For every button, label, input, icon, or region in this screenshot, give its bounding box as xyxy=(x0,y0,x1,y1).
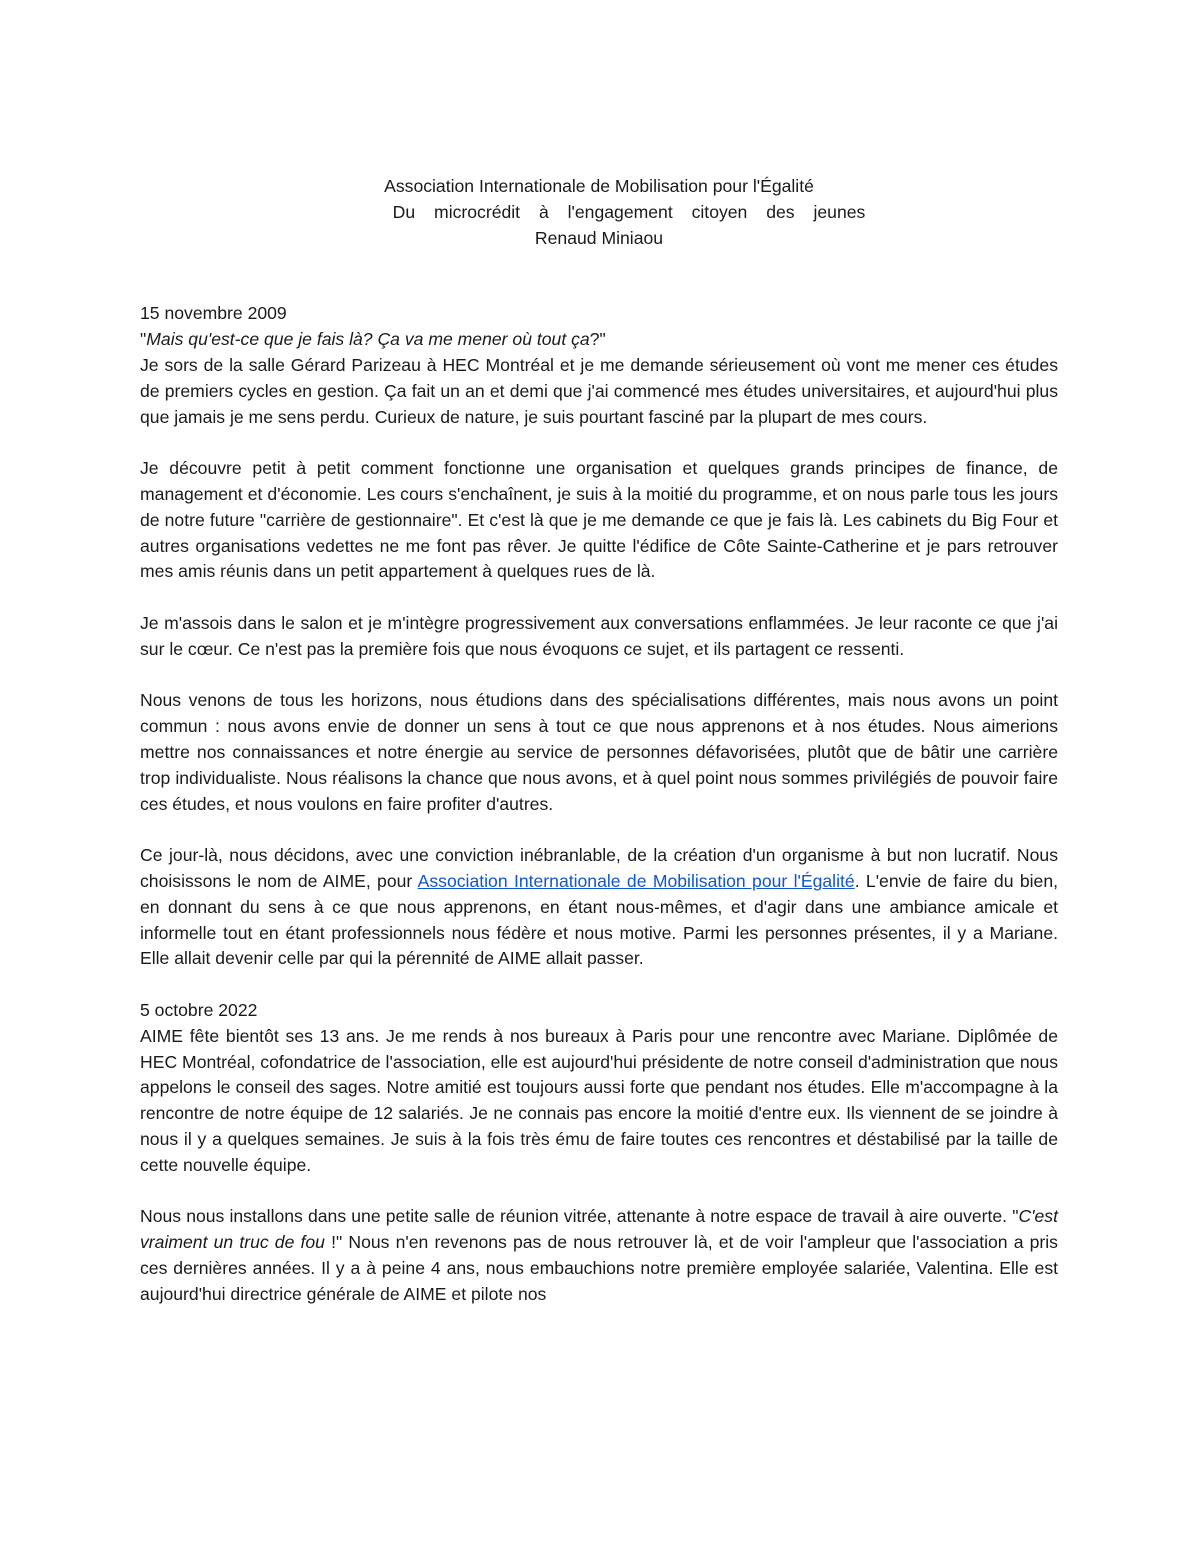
paragraph: Je m'assois dans le salon et je m'intègre progressivement aux conversations enflammées. Je leur raconte ce que j'ai sur le cœur. Ce n'est pas la première fois que nous évoquons ce sujet, et ils partagent ce ressenti. xyxy=(140,612,1058,659)
quote-text: Mais qu'est-ce que je fais là? Ça va me mener où tout ça xyxy=(146,329,590,350)
paragraph xyxy=(140,1204,1058,1307)
paragraph-text: . L'envie de faire du bien, en donnant du sens à ce que nous apprenons, en étant nous-mêmes, et d'agir dans une ambiance amicale et informelle tout en étant professionnels nous fédère et nous motive. Parmi les personnes présentes, il y a Mariane. Elle allait devenir celle par qui la pérennité de AIME allait passer. xyxy=(140,870,1058,969)
section-date-2009: 15 novembre 2009 xyxy=(140,303,287,324)
paragraph-text: Ce jour-là, nous décidons, avec une conviction inébranlable, de la création d'un organisme à but non lucratif. Nous choisissons le nom de AIME, pour xyxy=(140,845,1058,891)
document-title: Association Internationale de Mobilisation pour l'Égalité xyxy=(384,176,814,196)
document-subtitle: Du microcrédit à l'engagement citoyen des jeunes xyxy=(392,201,866,222)
association-link[interactable]: Association Internationale de Mobilisation pour l'Égalité xyxy=(417,870,855,891)
paragraph-text: Nous nous installons dans une petite salle de réunion vitrée, attenante à notre espace de travail à aire ouverte. " xyxy=(140,1206,1019,1227)
paragraph-text: !" Nous n'en revenons pas de nous retrouver là, et de voir l'ampleur que l'association a pris ces dernières années. Il y a à peine 4 ans, nous embauchions notre première employée salariée, Valentina. Elle est aujourd'hui directrice générale de AIME et pilote nos xyxy=(140,1232,1058,1304)
paragraph: Je découvre petit à petit comment fonctionne une organisation et quelques grands principes de finance, de management et d'économie. Les cours s'enchaînent, je suis à la moitié du programme, et on nous parle tous les jours de notre future "carrière de gestionnaire". Et c'est là que je me demande ce que je fais là. Les cabinets du Big Four et autres organisations vedettes ne me font pas rêver. Je quitte l'édifice de Côte Sainte-Catherine et je pars retrouver mes amis réunis dans un petit appartement à quelques rues de là. xyxy=(140,458,1058,582)
document-author: Renaud Miniaou xyxy=(534,227,664,248)
document-page xyxy=(140,174,1058,1307)
opening-quote xyxy=(140,327,1058,353)
paragraph xyxy=(140,843,1058,972)
paragraph: Nous venons de tous les horizons, nous étudions dans des spécialisations différentes, mais nous avons un point commun : nous avons envie de donner un sens à tout ce que nous apprenons et à nos études. Nous aimerions mettre nos connaissances et notre énergie au service de personnes défavorisées, plutôt que de bâtir une carrière trop individualiste. Nous réalisons la chance que nous avons, et à quel point nous sommes privilégiés de pouvoir faire ces études, et nous voulons en faire profiter d'autres. xyxy=(140,690,1058,814)
paragraph: Je sors de la salle Gérard Parizeau à HEC Montréal et je me demande sérieusement où vont me mener ces études de premiers cycles en gestion. Ça fait un an et demi que j'ai commencé mes études universitaires, et aujourd'hui plus que jamais je me sens perdu. Curieux de nature, je suis pourtant fasciné par la plupart de mes cours. xyxy=(140,354,1058,427)
quote-open-mark: " xyxy=(140,329,147,350)
section-date-2022: 5 octobre 2022 xyxy=(140,999,258,1020)
quote-close-mark: ?" xyxy=(589,329,606,350)
document-header xyxy=(140,174,1058,251)
italic-quote: C'est vraiment un truc de fou xyxy=(140,1206,1058,1253)
paragraph: AIME fête bientôt ses 13 ans. Je me rends à nos bureaux à Paris pour une rencontre avec Mariane. Diplômée de HEC Montréal, cofondatrice de l'association, elle est aujourd'hui présidente de notre conseil d'administration que nous appelons le conseil des sages. Notre amitié est toujours aussi forte que pendant nos études. Elle m'accompagne à la rencontre de notre équipe de 12 salariés. Je ne connais pas encore la moitié d'entre eux. Ils viennent de se joindre à nous il y a quelques semaines. Je suis à la fois très ému de faire toutes ces rencontres et déstabilisé par la taille de cette nouvelle équipe. xyxy=(140,1025,1058,1175)
